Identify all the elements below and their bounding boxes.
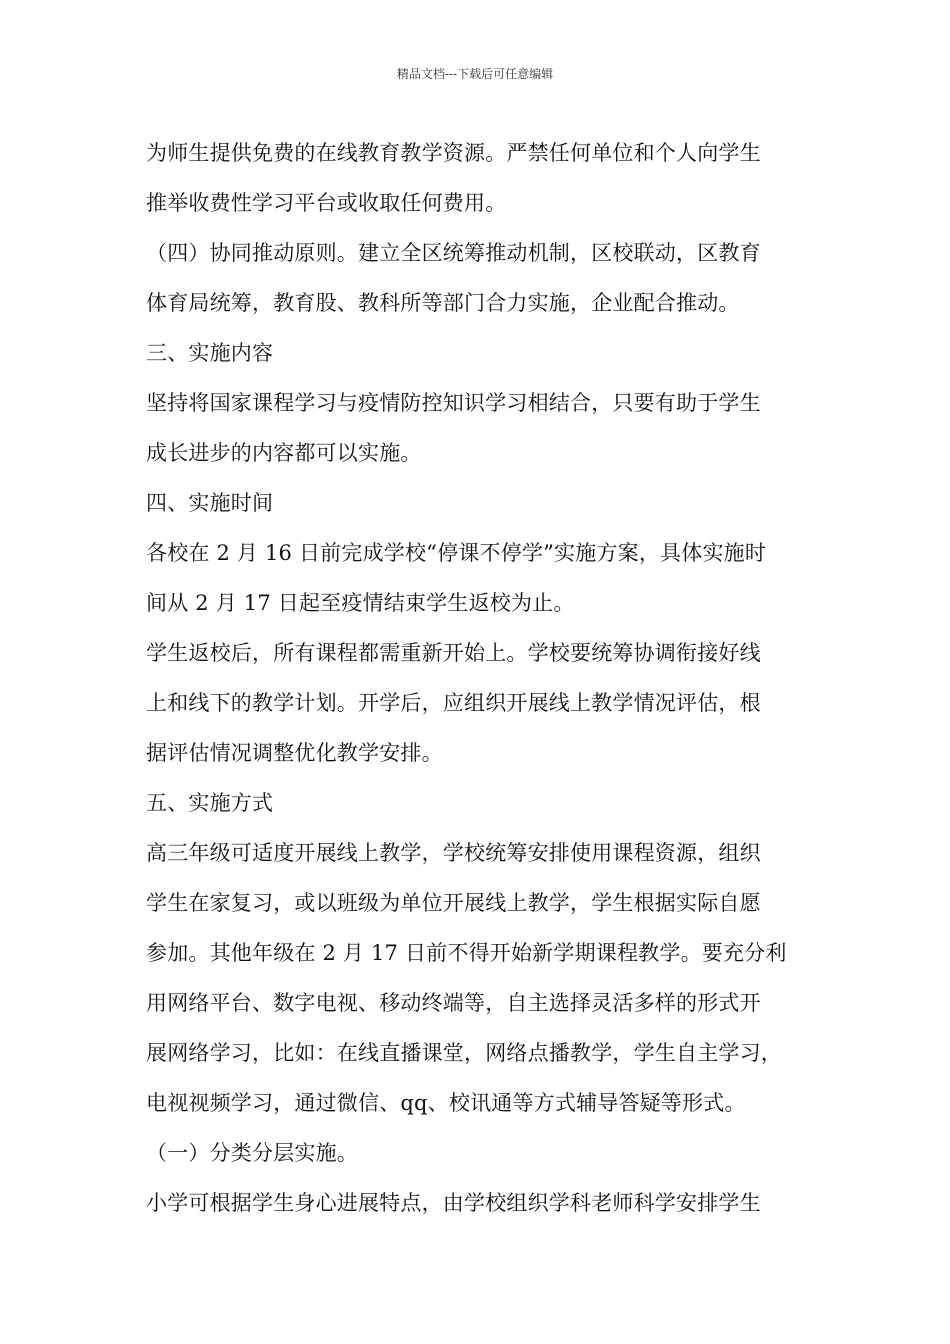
text-line: 成长进步的内容都可以实施。: [146, 441, 422, 465]
section-heading: 三、实施内容: [146, 341, 274, 365]
text-line: 上和线下的教学计划。开学后，应组织开展线上教学情况评估，根: [146, 691, 761, 715]
section-heading: 五、实施方式: [146, 791, 274, 815]
text-line: 用网络平台、数字电视、移动终端等，自主选择灵活多样的形式开: [146, 991, 761, 1015]
text-line: 体育局统筹，教育股、教科所等部门合力实施，企业配合推动。: [146, 291, 740, 315]
text-line: 为师生提供免费的在线教育教学资源。严禁任何单位和个人向学生: [146, 141, 761, 165]
text-line: 小学可根据学生身心进展特点，由学校组织学科老师科学安排学生: [146, 1191, 761, 1215]
text-line: 据评估情况调整优化教学安排。: [146, 741, 443, 765]
text-line: 高三年级可适度开展线上教学，学校统筹安排使用课程资源，组织: [146, 841, 761, 865]
text-line: 参加。其他年级在 2 月 17 日前不得开始新学期课程教学。要充分利: [146, 941, 787, 965]
text-line: 坚持将国家课程学习与疫情防控知识学习相结合，只要有助于学生: [146, 391, 761, 415]
page-header: 精品文档---下载后可任意编辑: [396, 67, 554, 81]
text-line: 电视视频学习，通过微信、qq、校讯通等方式辅导答疑等形式。: [146, 1091, 746, 1115]
text-line: 展网络学习，比如：在线直播课堂，网络点播教学，学生自主学习，: [146, 1041, 782, 1065]
subsection-heading: （一）分类分层实施。: [146, 1141, 358, 1165]
section-heading: 四、实施时间: [146, 491, 274, 515]
text-line: 学生返校后，所有课程都需重新开始上。学校要统筹协调衔接好线: [146, 641, 761, 665]
text-line: 间从 2 月 17 日起至疫情结束学生返校为止。: [146, 591, 575, 615]
text-line: （四）协同推动原则。建立全区统筹推动机制，区校联动，区教育: [146, 241, 761, 265]
text-line: 推举收费性学习平台或收取任何费用。: [146, 191, 507, 215]
text-line: 各校在 2 月 16 日前完成学校“停课不停学”实施方案，具体实施时: [146, 541, 767, 565]
text-line: 学生在家复习，或以班级为单位开展线上教学，学生根据实际自愿: [146, 891, 761, 915]
document-body: [146, 128, 826, 1228]
